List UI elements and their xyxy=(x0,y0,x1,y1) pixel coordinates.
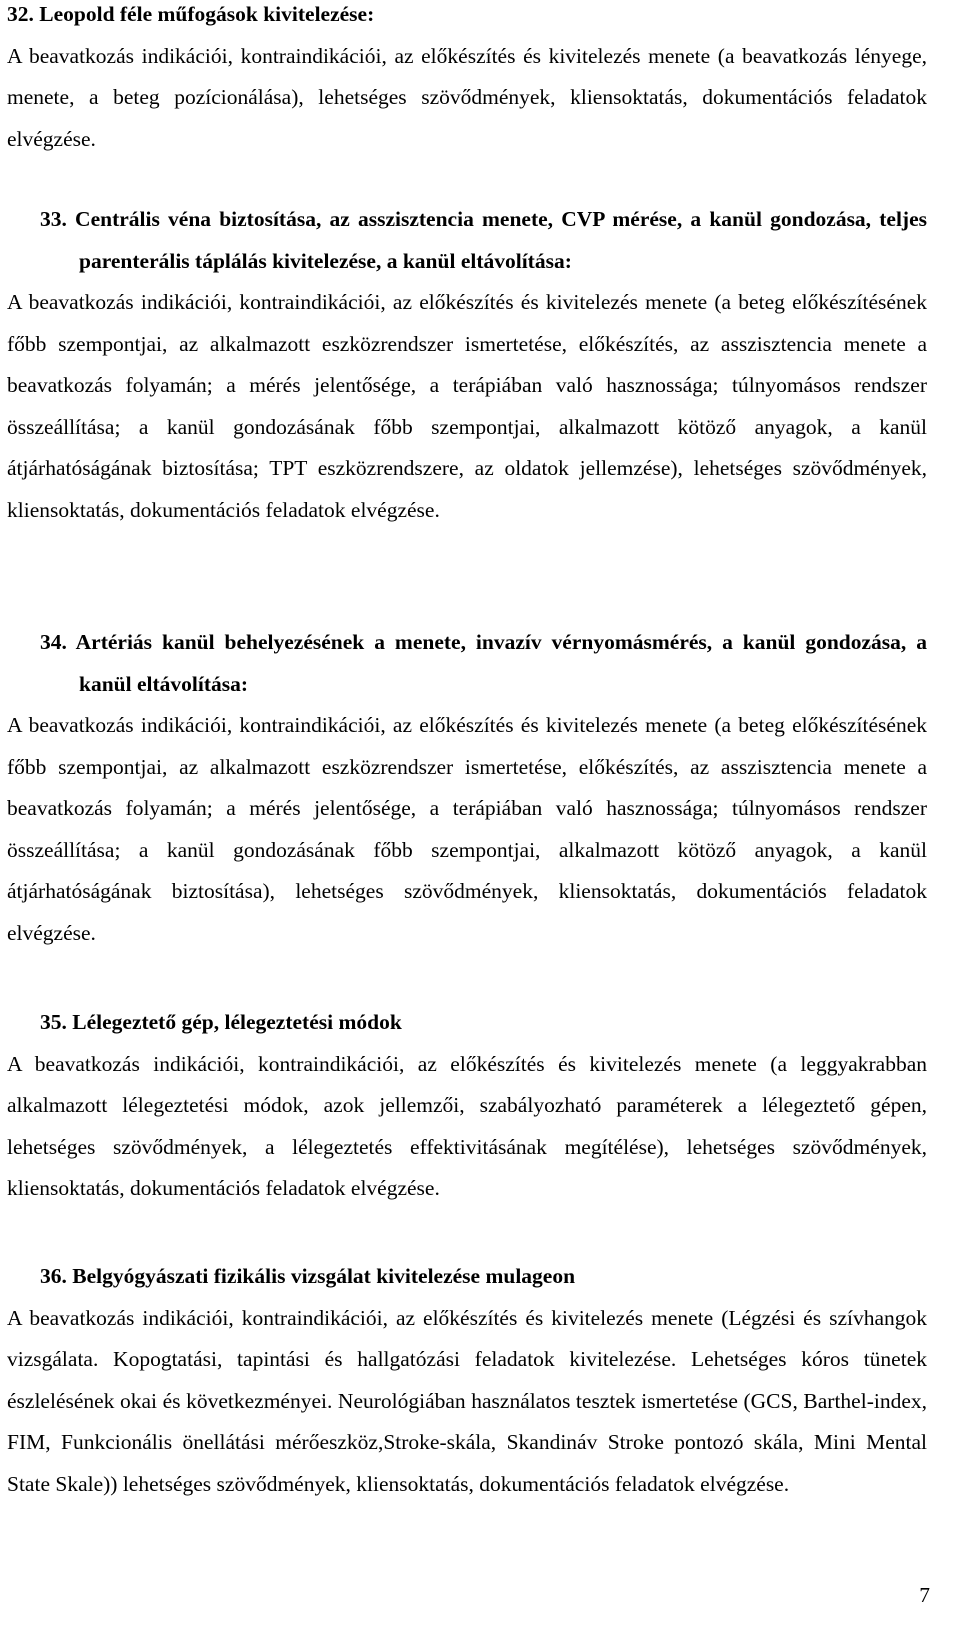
section-36 xyxy=(7,1256,927,1505)
section-body: A beavatkozás indikációi, kontraindikációi, az előkészítés és kivitelezés menete (Légzési és szívhangok vizsgálata. Kopogtatási, tapintási és hallgatózási feladatok kivitelezése. Lehetséges kóros tünetek észlelésének okai és következményei. Neurológiában használatos tesztek ismertetése (GCS, Barthel-index, FIM, Funkcionális önellátási mérőeszköz,Stroke-skála, Skandináv Stroke pontozó skála, Mini Mental State Skale)) lehetséges szövődmények, kliensoktatás, dokumentációs feladatok elvégzése. xyxy=(7,1305,927,1496)
page-number: 7 xyxy=(919,1583,930,1607)
section-34 xyxy=(7,622,927,954)
section-body: A beavatkozás indikációi, kontraindikációi, az előkészítés és kivitelezés menete (a beteg előkészítésének főbb szempontjai, az alkalmazott eszközrendszer ismertetése, előkészítés, az asszisztencia menete a beavatkozás folyamán; a mérés jelentősége, a terápiában való hasznossága; túlnyomásos rendszer összeállítása; a kanül gondozásának főbb szempontjai, alkalmazott kötöző anyagok, a kanül átjárhatóságának biztosítása; TPT eszközrendszere, az oldatok jellemzése), lehetséges szövődmények, kliensoktatás, dokumentációs feladatok elvégzése. xyxy=(7,290,927,522)
section-heading: 32. Leopold féle műfogások kivitelezése: xyxy=(7,2,375,26)
section-heading: 33. Centrális véna biztosítása, az asszisztencia menete, CVP mérése, a kanül gondozása, teljes parenterális táplálás kivitelezése, a kanül eltávolítása: xyxy=(40,207,927,273)
section-33 xyxy=(7,199,927,531)
section-body: A beavatkozás indikációi, kontraindikációi, az előkészítés és kivitelezés menete (a leggyakrabban alkalmazott lélegeztetési módok, azok jellemzői, szabályozható paraméterek a lélegeztető gépen, lehetséges szövődmények, a lélegeztetés effektivitásának megítélése), lehetséges szövődmények, kliensoktatás, dokumentációs feladatok elvégzése. xyxy=(7,1051,927,1200)
section-body: A beavatkozás indikációi, kontraindikációi, az előkészítés és kivitelezés menete (a beavatkozás lényege, menete, a beteg pozícionálása), lehetséges szövődmények, kliensoktatás, dokumentációs feladatok elvégzése. xyxy=(7,43,927,151)
section-heading: 35. Lélegeztető gép, lélegeztetési módok xyxy=(40,1010,402,1034)
section-heading: 34. Artériás kanül behelyezésének a menete, invazív vérnyomásmérés, a kanül gondozása, a kanül eltávolítása: xyxy=(40,630,927,696)
section-heading: 36. Belgyógyászati fizikális vizsgálat kivitelezése mulageon xyxy=(40,1264,576,1288)
section-32 xyxy=(7,0,927,160)
section-body: A beavatkozás indikációi, kontraindikációi, az előkészítés és kivitelezés menete (a beteg előkészítésének főbb szempontjai, az alkalmazott eszközrendszer ismertetése, előkészítés, az asszisztencia menete a beavatkozás folyamán; a mérés jelentősége, a terápiában való hasznossága; túlnyomásos rendszer összeállítása; a kanül gondozásának főbb szempontjai, alkalmazott kötöző anyagok, a kanül átjárhatóságának biztosítása), lehetséges szövődmények, kliensoktatás, dokumentációs feladatok elvégzése. xyxy=(7,713,927,945)
section-35 xyxy=(7,1002,927,1210)
